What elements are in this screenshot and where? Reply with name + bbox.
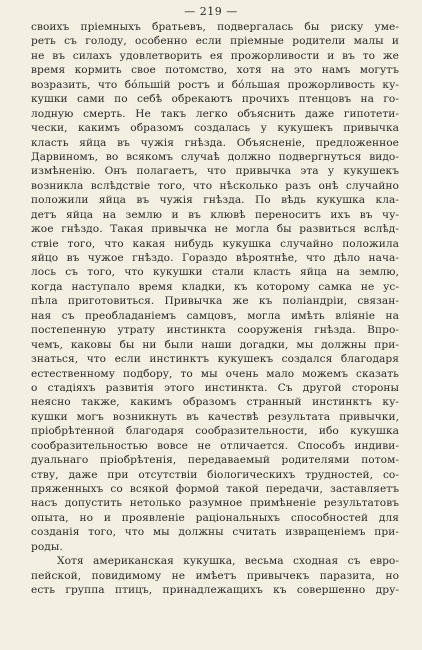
text-body bbox=[31, 20, 399, 598]
text-line: кушки могъ возникнуть въ качествѣ результата привычки, bbox=[31, 410, 399, 423]
text-line: пріобрѣтенной благодаря сообразительности, ибо кукушка bbox=[31, 425, 399, 438]
text-line: пряженныхъ со всякой формой такой передачи, заставляетъ bbox=[31, 483, 399, 495]
text-line: пѣла приготовиться. Привычка же къ поліандріи, связан- bbox=[31, 295, 399, 308]
text-line: лодную смерть. Не такъ легко объяснить даже гипотети- bbox=[31, 107, 399, 120]
text-line: детъ яйца на землю и въ клювѣ переноситъ ихъ въ чу- bbox=[31, 208, 399, 221]
text-line: когда наступало время кладки, къ которому самка не ус- bbox=[31, 280, 399, 293]
text-line: есть группа птицъ, принадлежащихъ къ совершенно дру- bbox=[31, 584, 399, 597]
text-line: созданія того, что мы должны считать извращеніемъ при- bbox=[31, 526, 399, 539]
text-line: сообразительностью вовсе не отличается. Способъ индиви- bbox=[31, 439, 399, 452]
text-line: лось съ того, что кукушки стали класть яйца на землю, bbox=[31, 266, 399, 279]
text-line: постепенную утрату инстинкта сооруженія гнѣзда. Впро- bbox=[31, 324, 399, 337]
text-line: естественному подбору, то мы очень мало можемъ сказать bbox=[31, 367, 399, 380]
text-line: неясно также, какимъ образомъ странный инстинктъ ку- bbox=[31, 396, 399, 409]
text-line: кушки сами по себѣ обрекаютъ прочихъ птенцовъ на го- bbox=[31, 93, 399, 106]
text-line: насъ допустить нетолько разумное примѣненіе результатовъ bbox=[31, 497, 399, 510]
text-line: измѣненію. Онъ полагаетъ, что привычка эта у кукушекъ bbox=[31, 165, 399, 178]
text-line: пейской, повидимому не имѣетъ привычекъ паразита, но bbox=[31, 569, 399, 582]
text-line: Дарвиномъ, во всякомъ случаѣ должно подвергнуться видо- bbox=[31, 150, 399, 163]
text-line: ству, даже при отсутствіи біологическихъ трудностей, со- bbox=[31, 468, 399, 481]
text-line: чемъ, каковы бы ни были наши догадки, мы должны при- bbox=[31, 338, 399, 351]
text-line: яйцо въ чужое гнѣздо. Гораздо вѣроятнѣе, что дѣло нача- bbox=[31, 252, 399, 264]
text-line: роды. bbox=[31, 540, 63, 553]
text-line: о стадіяхъ развитія этого инстинкта. Съ другой стороны bbox=[31, 381, 399, 394]
text-line: возникла вслѣдствіе того, что нѣсколько разъ онѣ случайно bbox=[31, 179, 399, 192]
text-line: положили яйца въ чужія гнѣзда. По вѣдь кукушка кла- bbox=[31, 194, 399, 207]
text-line: знаться, что если инстинктъ кукушекъ создался благодаря bbox=[31, 353, 399, 366]
text-line: Хотя американская кукушка, весьма сходная съ евро- bbox=[57, 555, 399, 568]
text-line: класть яйца въ чужія гнѣзда. Объясненіе, предложенное bbox=[31, 136, 399, 149]
text-line: чески, какимъ образомъ создалась у кукушекъ привычка bbox=[31, 122, 399, 135]
text-line: ствіе того, что какая нибудь кукушка случайно положила bbox=[31, 237, 399, 250]
text-line: ная съ преобладаніемъ самцовъ, могла имѣть вліяніе на bbox=[31, 309, 399, 322]
page-number: — 219 — bbox=[184, 5, 238, 18]
text-line: своихъ пріемныхъ братьевъ, подвергалась бы риску уме- bbox=[31, 21, 399, 33]
text-line: реть съ голоду, особенно если пріемные родители малы и bbox=[31, 35, 399, 48]
text-line: опыта, но и проявленіе раціональныхъ способностей для bbox=[31, 511, 399, 524]
text-line: жое гнѣздо. Такая привычка не могла бы развиться вслѣд- bbox=[31, 223, 399, 236]
text-line: не въ силахъ удовлетворить ея прожорливости и въ то же bbox=[31, 49, 399, 62]
text-line: возразить, что бóльшій ростъ и бóльшая прожорливость ку- bbox=[31, 78, 399, 91]
text-line: дуальнаго пріобрѣтенія, передаваемый родителями потом- bbox=[31, 454, 399, 467]
text-line: время кормить свое потомство, хотя на это намъ могутъ bbox=[31, 64, 399, 77]
